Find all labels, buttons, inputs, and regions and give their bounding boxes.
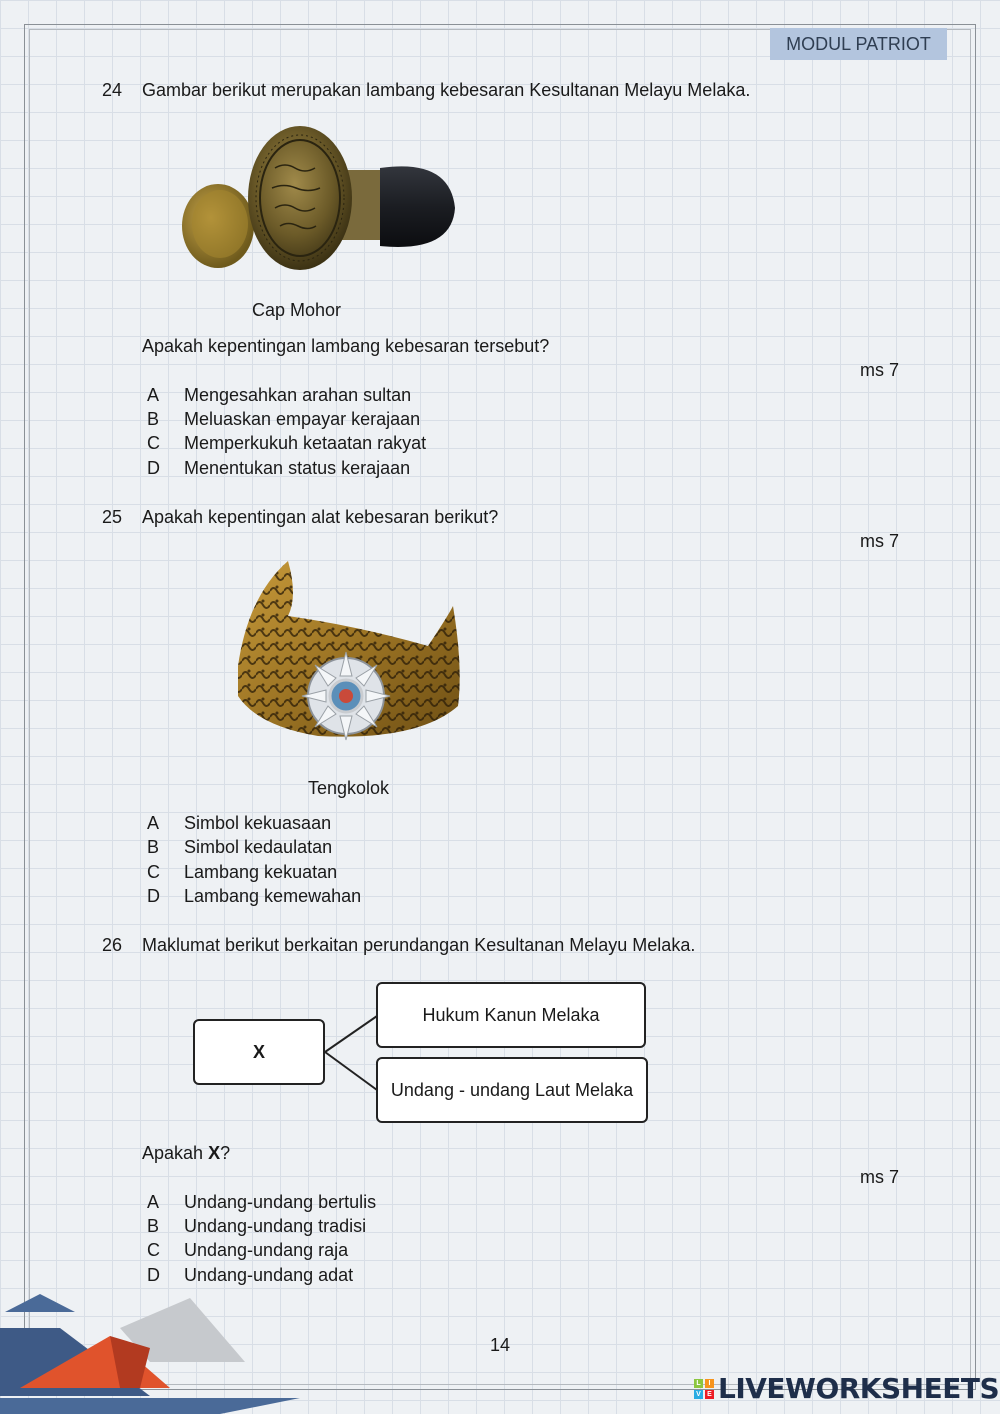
option-text[interactable]: Memperkukuh ketaatan rakyat xyxy=(184,433,427,453)
logo-mark-letter: V xyxy=(694,1390,703,1399)
option-text[interactable]: Lambang kemewahan xyxy=(184,886,362,906)
option-letter: C xyxy=(147,862,160,882)
option-letter: B xyxy=(147,837,160,857)
question-26-prompt-suffix: ? xyxy=(220,1143,231,1163)
diagram-x-label: X xyxy=(252,1041,265,1062)
option-text[interactable]: Mengesahkan arahan sultan xyxy=(184,385,412,405)
logo-mark-letter: L xyxy=(694,1379,703,1388)
question-25-ref: ms 7 xyxy=(860,531,900,551)
liveworksheets-logo xyxy=(694,1374,999,1404)
question-26-prompt xyxy=(142,1143,230,1164)
diagram-x-box xyxy=(193,1019,325,1085)
option-text[interactable]: Undang-undang adat xyxy=(184,1265,354,1285)
logo-mark-letter: E xyxy=(705,1390,714,1399)
module-badge: MODUL PATRIOT xyxy=(770,28,947,60)
diagram-hukum-kanun-box xyxy=(376,982,646,1048)
page-number: 14 xyxy=(489,1335,511,1355)
option-letter: A xyxy=(147,1192,160,1212)
option-text[interactable]: Simbol kedaulatan xyxy=(184,837,333,857)
diagram-target-label: Hukum Kanun Melaka xyxy=(422,1004,600,1025)
option-text[interactable]: Meluaskan empayar kerajaan xyxy=(184,409,421,429)
cap-mohor-caption: Cap Mohor xyxy=(252,300,342,320)
diagram-undang-laut-box xyxy=(376,1057,648,1123)
logo-mark-icon xyxy=(694,1379,714,1399)
option-text[interactable]: Undang-undang bertulis xyxy=(184,1192,377,1212)
option-text[interactable]: Menentukan status kerajaan xyxy=(184,458,411,478)
question-25-stem: Apakah kepentingan alat kebesaran berikut? xyxy=(142,507,499,527)
option-text[interactable]: Lambang kekuatan xyxy=(184,862,338,882)
tengkolok-caption: Tengkolok xyxy=(308,778,390,798)
diagram-target-label: Undang - undang Laut Melaka xyxy=(390,1079,634,1100)
question-26-prompt-x: X xyxy=(208,1143,221,1163)
question-24-prompt: Apakah kepentingan lambang kebesaran tersebut? xyxy=(142,336,550,356)
option-letter: A xyxy=(147,385,160,405)
option-letter: B xyxy=(147,1216,160,1236)
option-letter: D xyxy=(147,458,160,478)
option-letter: D xyxy=(147,1265,160,1285)
option-text[interactable]: Simbol kekuasaan xyxy=(184,813,332,833)
question-26-ref: ms 7 xyxy=(860,1167,900,1187)
question-24-number: 24 xyxy=(102,80,123,100)
logo-mark-letter: I xyxy=(705,1379,714,1388)
option-letter: C xyxy=(147,433,160,453)
option-letter: A xyxy=(147,813,160,833)
option-text[interactable]: Undang-undang tradisi xyxy=(184,1216,367,1236)
option-letter: D xyxy=(147,886,160,906)
brand-name: LIVEWORKSHEETS xyxy=(718,1372,1000,1405)
question-26-stem: Maklumat berikut berkaitan perundangan Kesultanan Melayu Melaka. xyxy=(142,935,696,955)
question-24-ref: ms 7 xyxy=(860,360,900,380)
question-26-number: 26 xyxy=(102,935,123,955)
question-26-prompt-prefix: Apakah xyxy=(142,1143,209,1163)
question-24-stem: Gambar berikut merupakan lambang kebesaran Kesultanan Melayu Melaka. xyxy=(142,80,751,100)
option-letter: B xyxy=(147,409,160,429)
question-25-number: 25 xyxy=(102,507,123,527)
option-text[interactable]: Undang-undang raja xyxy=(184,1240,349,1260)
option-letter: C xyxy=(147,1240,160,1260)
